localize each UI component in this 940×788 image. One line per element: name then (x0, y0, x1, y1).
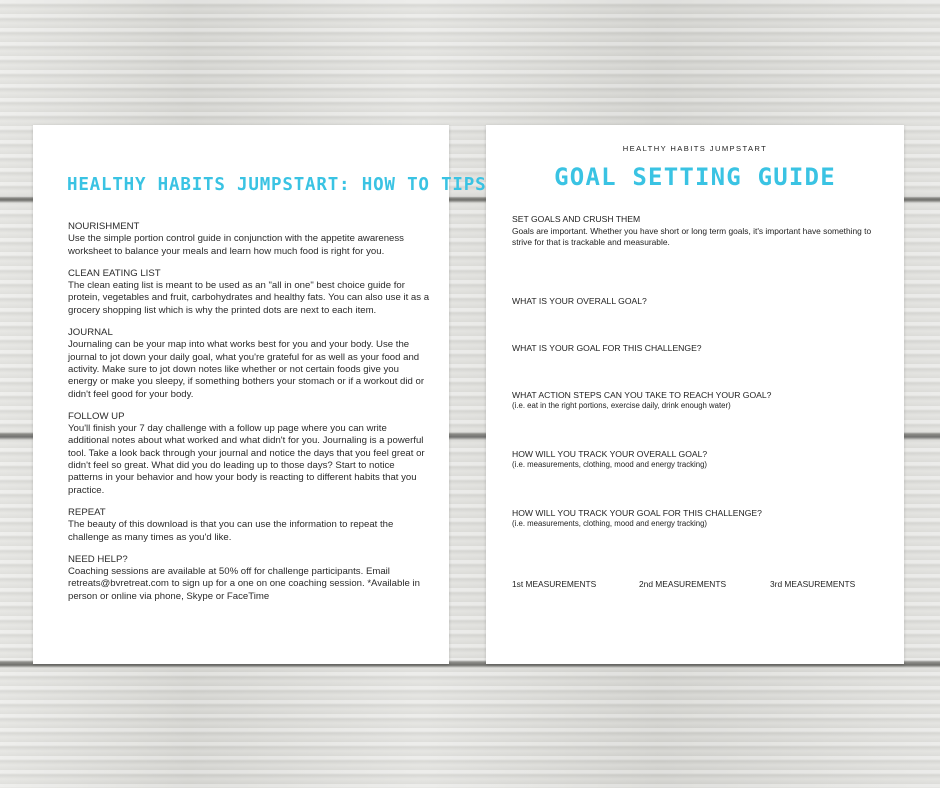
tip-body: Use the simple portion control guide in conjunction with the appetite awareness worksheet to balance your meals and learn how much food is right for you. (68, 233, 404, 257)
goal-setting-page (486, 125, 904, 664)
tip-follow-up (68, 411, 430, 497)
question-label: WHAT IS YOUR OVERALL GOAL? (512, 296, 647, 306)
question-label: WHAT ACTION STEPS CAN YOU TAKE TO REACH YOUR GOAL? (512, 390, 772, 400)
page-eyebrow: HEALTHY HABITS JUMPSTART (622, 144, 768, 153)
question-hint: (i.e. measurements, clothing, mood and energy tracking) (512, 460, 708, 469)
intro-section (512, 214, 884, 249)
tip-heading: NEED HELP? (68, 553, 128, 565)
tip-heading: NOURISHMENT (68, 221, 140, 232)
question-label: HOW WILL YOU TRACK YOUR OVERALL GOAL? (512, 449, 708, 459)
tip-heading: REPEAT (68, 506, 106, 518)
measurement-2-label: 2nd MEASUREMENTS (639, 579, 727, 589)
tip-body: The clean eating list is meant to be used as an "all in one" best choice guide for protein, vegetables and fruit, carbohydrates and healthy fats. You can also use it as a grocery shopping list which is why the printed dots are next to each item. (68, 280, 430, 316)
question-action-steps (512, 390, 884, 411)
question-hint: (i.e. measurements, clothing, mood and energy tracking) (512, 519, 708, 528)
tip-body: Coaching sessions are available at 50% off for challenge participants. Email retreats@bvretreat.com to sign up for a one on one coaching session. *Available in person or online via phone, Skype or FaceTime (68, 566, 420, 602)
measurement-1-label: 1st MEASUREMENTS (512, 579, 597, 589)
question-overall-goal (512, 296, 884, 307)
tip-heading: CLEAN EATING LIST (68, 267, 161, 279)
question-track-overall (512, 449, 884, 470)
tip-body: Journaling can be your map into what works best for you and your body. Use the journal to jot down your daily goal, what you're grateful for as well as your food and activity. Make sure to jot down notes like whether or not certain foods give you energy or make you sleepy, if something bothers your stomach or if a workout did or didn't feel good for your body. (68, 339, 425, 400)
tip-journal (68, 327, 430, 401)
question-label: WHAT IS YOUR GOAL FOR THIS CHALLENGE? (512, 343, 702, 353)
tip-body: You'll finish your 7 day challenge with a follow up page where you can write additional notes about what worked and what didn't for you. Journaling is a powerful tool. Take a look back through your journal and notice the days that you feel great or didn't feel so great. What did you do leading up to those days? Start to notice patterns in your behavior and how your body is reacting to different habits that you practice. (68, 423, 425, 496)
how-to-tips-page (33, 125, 487, 664)
intro-heading: SET GOALS AND CRUSH THEM (512, 214, 641, 224)
tip-heading: FOLLOW UP (68, 410, 125, 422)
intro-body: Goals are important. Whether you have short or long term goals, it's important have something to strive for that is trackable and measurable. (512, 225, 872, 247)
question-challenge-goal (512, 343, 884, 354)
tip-need-help (68, 554, 430, 603)
tip-heading: JOURNAL (68, 327, 113, 339)
tip-repeat (68, 507, 430, 544)
question-label: HOW WILL YOU TRACK YOUR GOAL FOR THIS CHALLENGE? (512, 508, 762, 518)
page-title: HEALTHY HABITS JUMPSTART: HOW TO TIPS (67, 175, 487, 195)
question-hint: (i.e. eat in the right portions, exercise daily, drink enough water) (512, 401, 731, 410)
question-track-challenge (512, 508, 884, 529)
tips-list (68, 221, 430, 613)
tip-nourishment (68, 221, 430, 258)
measurement-3-label: 3rd MEASUREMENTS (770, 579, 856, 589)
page-title: GOAL SETTING GUIDE (554, 163, 836, 191)
tip-clean-eating-list (68, 268, 430, 317)
tip-body: The beauty of this download is that you can use the information to repeat the challenge as many times as you'd like. (68, 519, 394, 543)
